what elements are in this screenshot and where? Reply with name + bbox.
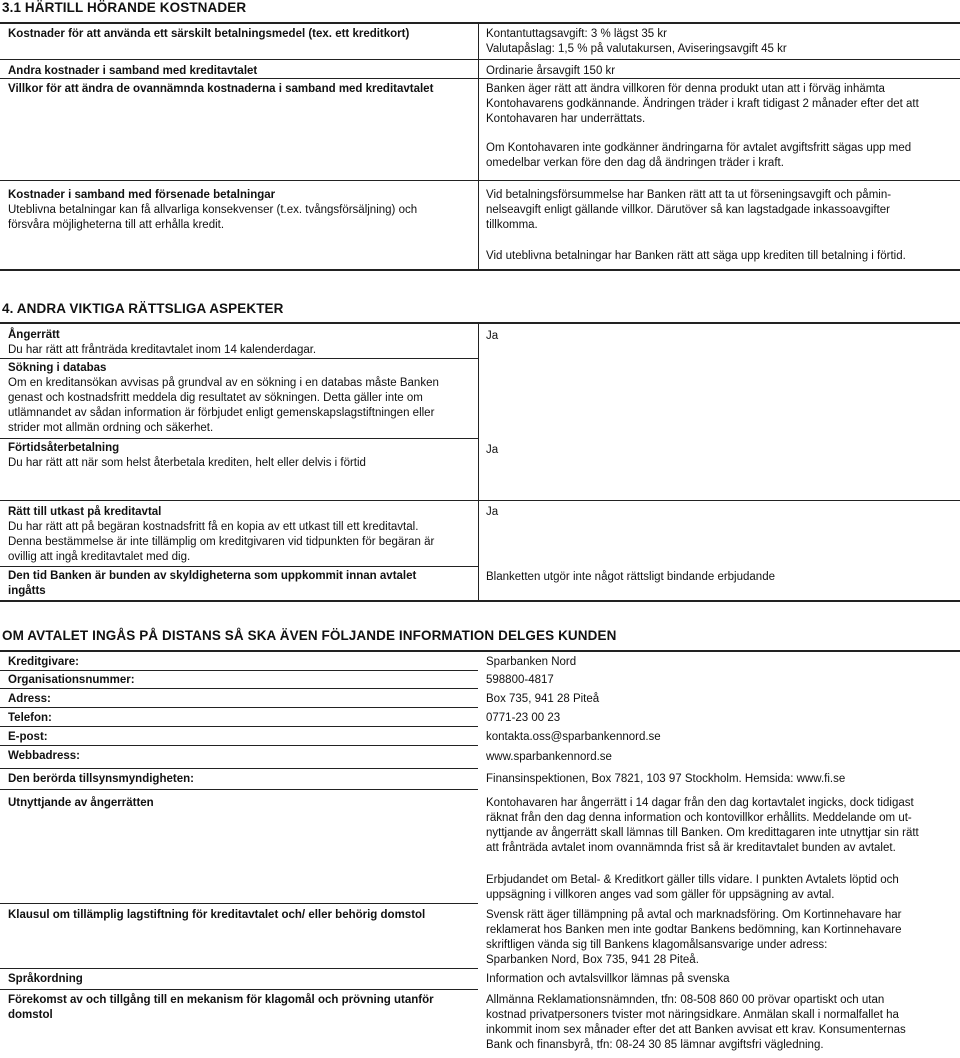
utkast-heading: Rätt till utkast på kreditavtal xyxy=(8,506,162,518)
klausul-line3: skriftligen vända sig till Bankens klagomålsansvarige under adress: xyxy=(486,939,828,951)
sokning-line3: utlämnandet av sådan information är förbjudet enligt gemenskapslagstiftningen eller xyxy=(8,407,435,419)
anger-line4: att frånträda avtalet inom ovannämnda frist så är kreditavtalet bunden av avtalet. xyxy=(486,842,896,854)
row1-value-line1: Kontantuttagsavgift: 3 % lägst 35 kr xyxy=(486,28,667,40)
orgnr-value: 598800-4817 xyxy=(486,674,554,686)
webb-label: Webbadress: xyxy=(8,750,81,762)
bunden-heading-line2: ingåtts xyxy=(8,585,46,597)
anger2-line1: Erbjudandet om Betal- & Kreditkort gäller tills vidare. I punkten Avtalets löptid och xyxy=(486,874,899,886)
divider xyxy=(0,500,960,501)
fortid-text: Du har rätt att när som helst återbetala krediten, helt eller delvis i förtid xyxy=(8,457,366,469)
webb-value: www.sparbankennord.se xyxy=(486,751,612,763)
divider xyxy=(0,22,960,24)
divider xyxy=(0,269,960,271)
row4-value-line3: tillkomma. xyxy=(486,219,538,231)
bunden-value: Blanketten utgör inte något rättsligt bindande erbjudande xyxy=(486,571,775,583)
divider xyxy=(0,59,960,60)
row4-value-line1: Vid betalningsförsummelse har Banken rätt att ta ut förseningsavgift och påmin- xyxy=(486,189,892,201)
sokning-line4: strider mot allmän ordning och säkerhet. xyxy=(8,422,214,434)
divider xyxy=(0,903,478,904)
bunden-heading-line1: Den tid Banken är bunden av skyldigheterna som uppkommit innan avtalet xyxy=(8,570,417,582)
section-31-title: 3.1 HÄRTILL HÖRANDE KOSTNADER xyxy=(2,0,247,15)
utkast-value: Ja xyxy=(486,506,499,518)
divider xyxy=(0,650,960,652)
row4-label-line2: försvåra möjligheterna till att erhålla kredit. xyxy=(8,219,225,231)
divider xyxy=(0,78,960,79)
divider xyxy=(0,358,478,359)
divider xyxy=(0,670,478,671)
utkast-line3: ovillig att ingå kreditavtalet med dig. xyxy=(8,551,191,563)
divider xyxy=(0,566,478,567)
klagomal-label-line2: domstol xyxy=(8,1009,53,1021)
row4-value2-line1: Vid uteblivna betalningar har Banken rätt att säga upp krediten till betalning i förtid. xyxy=(486,250,906,262)
divider xyxy=(0,745,478,746)
row3-label: Villkor för att ändra de ovannämnda kostnaderna i samband med kreditavtalet xyxy=(8,83,434,95)
divider xyxy=(0,180,960,181)
divider xyxy=(0,726,478,727)
angerratt-value: Ja xyxy=(486,330,499,342)
column-divider xyxy=(478,24,479,270)
anger-line3: nyttjande av ångerrätt skall lämnas till Banken. Om kredittagaren inte utnyttjar sin rätt xyxy=(486,827,919,839)
divider xyxy=(0,789,478,790)
row3-value2-line2: omedelbar verkan före den dag då ändringen träder i kraft. xyxy=(486,157,784,169)
row3-value-line2: Kontohavarens godkännande. Ändringen träder i kraft tidigast 2 månader efter det att xyxy=(486,98,919,110)
angerratt-text: Du har rätt att frånträda kreditavtalet inom 14 kalenderdagar. xyxy=(8,344,317,356)
epost-value: kontakta.oss@sparbankennord.se xyxy=(486,731,661,743)
tillsyn-value: Finansinspektionen, Box 7821, 103 97 Stockholm. Hemsida: www.fi.se xyxy=(486,773,846,785)
anger-line2: räknat från den dag denna information och kontovillkor erhållits. Meddelande om ut- xyxy=(486,812,912,824)
utkast-line2: Denna bestämmelse är inte tillämplig om kreditgivaren vid tidpunkten för begäran är xyxy=(8,536,435,548)
telefon-value: 0771-23 00 23 xyxy=(486,712,561,724)
sprak-value: Information och avtalsvillkor lämnas på svenska xyxy=(486,973,730,985)
sprak-label: Språkordning xyxy=(8,973,83,985)
row2-label: Andra kostnader i samband med kreditavtalet xyxy=(8,65,258,77)
adress-value: Box 735, 941 28 Piteå xyxy=(486,693,600,705)
sokning-line1: Om en kreditansökan avvisas på grundval av en sökning i en databas måste Banken xyxy=(8,377,439,389)
divider xyxy=(0,600,960,602)
divider xyxy=(0,438,478,439)
divider xyxy=(0,989,478,990)
adress-label: Adress: xyxy=(8,693,51,705)
anger2-line2: uppsägning i villkoren anges vad som gäller för uppsägning av avtal. xyxy=(486,889,835,901)
klausul-line4: Sparbanken Nord, Box 735, 941 28 Piteå. xyxy=(486,954,699,966)
klagomal-line4: Bank och finansbyrå, tfn: 08-24 30 85 lämnar avgiftsfri vägledning. xyxy=(486,1039,824,1051)
klagomal-line3: inkommit inom sex månader efter det att Banken avvisat ett krav. Konsumenternas xyxy=(486,1024,906,1036)
row4-label-line1: Uteblivna betalningar kan få allvarliga konsekvenser (t.ex. tvångsförsäljning) och xyxy=(8,204,418,216)
kreditgivare-value: Sparbanken Nord xyxy=(486,656,577,668)
divider xyxy=(0,968,478,969)
distans-title: OM AVTALET INGÅS PÅ DISTANS SÅ SKA ÄVEN FÖLJANDE INFORMATION DELGES KUNDEN xyxy=(2,628,617,643)
anger-label: Utnyttjande av ångerrätten xyxy=(8,797,154,809)
utkast-line1: Du har rätt att på begäran kostnadsfritt få en kopia av ett utkast till ett kreditavtal. xyxy=(8,521,419,533)
row3-value-line3: Kontohavaren har underrättats. xyxy=(486,113,646,125)
row1-label: Kostnader för att använda ett särskilt betalningsmedel (tex. ett kreditkort) xyxy=(8,28,410,40)
kreditgivare-label: Kreditgivare: xyxy=(8,656,79,668)
divider xyxy=(0,322,960,324)
angerratt-heading: Ångerrätt xyxy=(8,329,60,341)
divider xyxy=(0,688,478,689)
row4-value-line2: nelseavgift enligt gällande villkor. Därutöver så kan lagstadgade inkassoavgifter xyxy=(486,204,891,216)
anger-line1: Kontohavaren har ångerrätt i 14 dagar från den dag kortavtalet ingicks, dock tidigast xyxy=(486,797,914,809)
tillsyn-label: Den berörda tillsynsmyndigheten: xyxy=(8,773,194,785)
klausul-line2: reklamerat hos Banken men inte godtar Bankens bedömning, kan Kortinnehavare xyxy=(486,924,902,936)
row2-value: Ordinarie årsavgift 150 kr xyxy=(486,65,616,77)
sokning-heading: Sökning i databas xyxy=(8,362,107,374)
divider xyxy=(0,768,478,769)
fortid-value: Ja xyxy=(486,444,499,456)
klagomal-line2: kostnad privatpersoners tvister mot näringsidkare. Anmälan skall i normalfallet ha xyxy=(486,1009,899,1021)
row3-value2-line1: Om Kontohavaren inte godkänner ändringarna för avtalet avgiftsfritt sägas upp med xyxy=(486,142,912,154)
telefon-label: Telefon: xyxy=(8,712,52,724)
sokning-line2: genast och kostnadsfritt meddela dig resultatet av sökningen. Detta gäller inte om xyxy=(8,392,423,404)
epost-label: E-post: xyxy=(8,731,48,743)
klagomal-label-line1: Förekomst av och tillgång till en mekanism för klagomål och prövning utanför xyxy=(8,994,434,1006)
fortid-heading: Förtidsåterbetalning xyxy=(8,442,120,454)
klagomal-line1: Allmänna Reklamationsnämnden, tfn: 08-508 860 00 prövar opartiskt och utan xyxy=(486,994,885,1006)
section-4-title: 4. ANDRA VIKTIGA RÄTTSLIGA ASPEKTER xyxy=(2,301,284,316)
klausul-label: Klausul om tillämplig lagstiftning för kreditavtalet och/ eller behörig domstol xyxy=(8,909,426,921)
row4-label: Kostnader i samband med försenade betalningar xyxy=(8,189,276,201)
klausul-line1: Svensk rätt äger tillämpning på avtal och marknadsföring. Om Kortinnehavare har xyxy=(486,909,902,921)
column-divider xyxy=(478,324,479,600)
row3-value-line1: Banken äger rätt att ändra villkoren för denna produkt utan att i förväg inhämta xyxy=(486,83,885,95)
row1-value-line2: Valutapåslag: 1,5 % på valutakursen, Aviseringsavgift 45 kr xyxy=(486,43,787,55)
divider xyxy=(0,707,478,708)
orgnr-label: Organisationsnummer: xyxy=(8,674,135,686)
